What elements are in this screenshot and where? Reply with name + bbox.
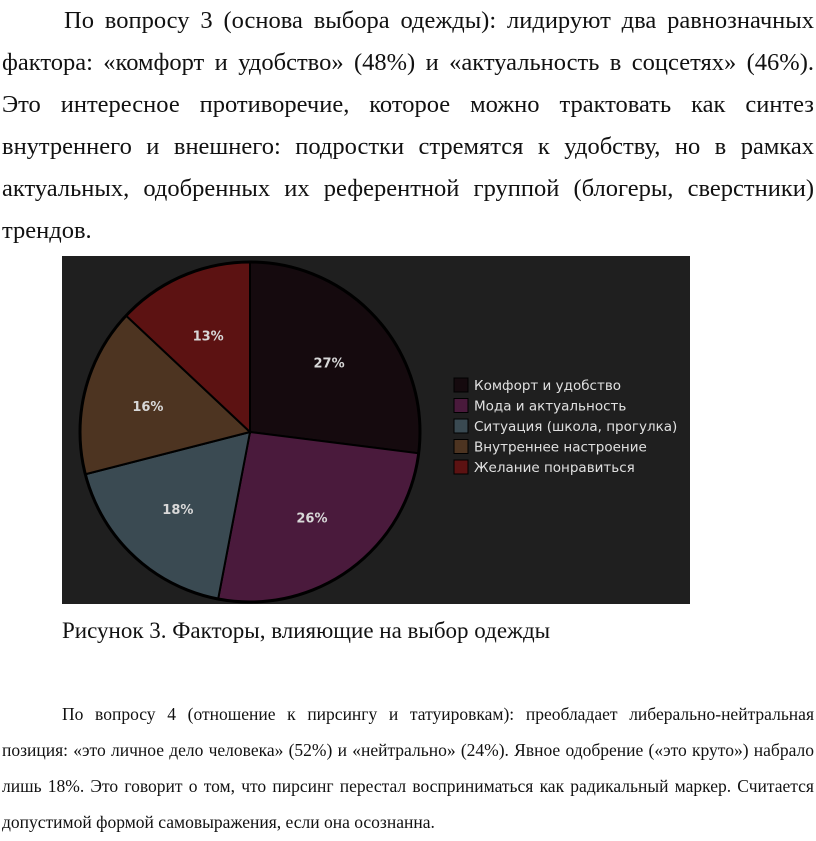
legend-swatch-5 [454, 460, 468, 474]
paragraph-question-3: По вопросу 3 (основа выбора одежды): лидируют два равнозначных фактора: «комфорт и удобство» (48%) и «актуальность в соцсетях» (46%). Это интересное противоречие, которое можно трактовать как синтез внутреннего и внешнего: подростки стремятся к удобству, но в рамках актуальных, одобренных их референтной группой (блогеры, сверстники) трендов. [2, 7, 814, 244]
pie-chart [62, 256, 690, 604]
figure-caption: Рисунок 3. Факторы, влияющие на выбор одежды [62, 618, 551, 643]
pie-slice-label-3: 18% [162, 502, 194, 518]
legend-swatch-2 [454, 399, 468, 413]
legend-swatch-1 [454, 378, 468, 392]
legend-swatch-4 [454, 440, 468, 454]
pie-slice-label-2: 26% [296, 511, 328, 527]
legend-swatch-3 [454, 419, 468, 433]
pie-slice-label-5: 13% [192, 329, 224, 345]
legend-label-4: Внутреннее настроение [474, 439, 647, 456]
legend-label-1: Комфорт и удобство [474, 378, 622, 394]
pie-slice-label-4: 16% [132, 399, 164, 415]
legend-label-2: Мода и актуальность [474, 398, 627, 415]
pie-chart-figure [62, 256, 690, 604]
pie-slice-label-1: 27% [313, 356, 345, 372]
paragraph-question-4: По вопросу 4 (отношение к пирсингу и татуировкам): преобладает либерально-нейтральная позиция: «это личное дело человека» (52%) и «нейтрально» (24%). Явное одобрение («это круто») набрало лишь 18%. Это говорит о том, что пирсинг перестал восприниматься как радикальный маркер. Считается допустимой формой самовыражения, если она осознанна. [2, 704, 814, 832]
legend-label-3: Ситуация (школа, прогулка) [474, 419, 678, 435]
legend-label-5: Желание понравиться [474, 460, 635, 476]
